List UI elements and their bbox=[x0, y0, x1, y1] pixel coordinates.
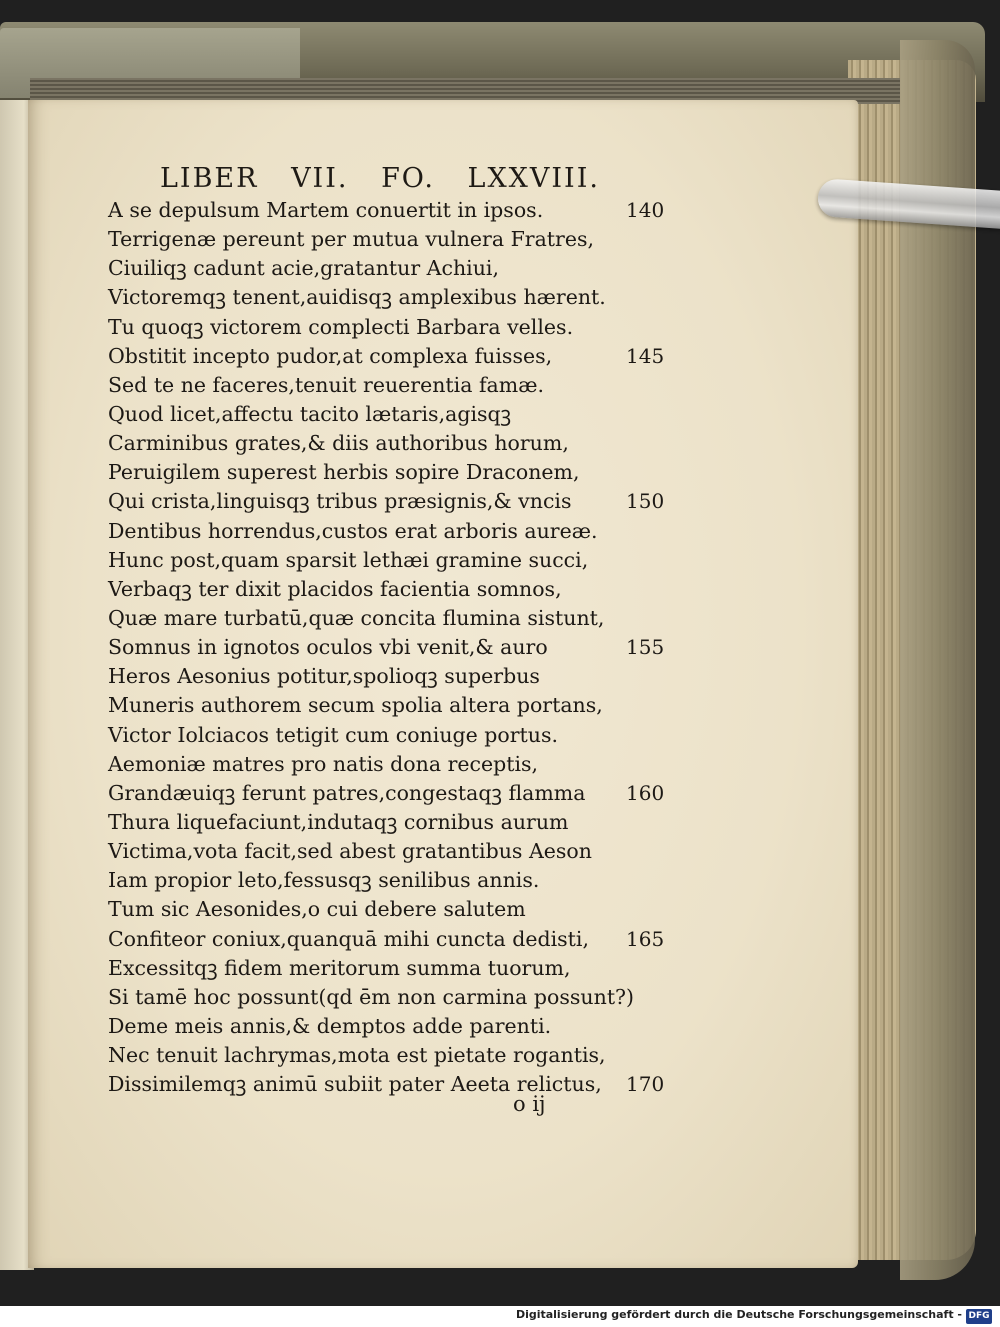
verse-line bbox=[108, 546, 668, 575]
verse-line bbox=[108, 313, 668, 342]
verse-text: Confiteor coniux,quanquā mihi cuncta dedisti, bbox=[108, 926, 589, 951]
line-number: 145 bbox=[626, 343, 665, 368]
verse-line bbox=[108, 283, 668, 312]
verse-text: Quod licet,affectu tacito lætaris,agisqꝫ bbox=[108, 401, 512, 426]
header-liber: LIBER bbox=[160, 163, 259, 194]
verse-text: Dissimilemqꝫ animū subiit pater Aeeta relictus, bbox=[108, 1072, 602, 1097]
verse-text: Victor Iolciacos tetigit cum coniuge portus. bbox=[108, 722, 559, 747]
line-number: 170 bbox=[626, 1072, 665, 1097]
verse-line bbox=[108, 254, 668, 283]
verse-line bbox=[108, 779, 668, 808]
verse-line bbox=[108, 604, 668, 633]
verse-text: Tu quoqꝫ victorem complecti Barbara velles. bbox=[108, 314, 574, 339]
verse-text: Si tamē hoc possunt(qd ēm non carmina possunt?) bbox=[108, 984, 635, 1009]
verse-line bbox=[108, 691, 668, 720]
verse-text: Iam propior leto,fessusqꝫ senilibus annis. bbox=[108, 868, 540, 893]
line-number: 160 bbox=[626, 780, 665, 805]
verse-line bbox=[108, 750, 668, 779]
verse-line bbox=[108, 575, 668, 604]
verse-line bbox=[108, 371, 668, 400]
verse-text: Carminibus grates,& diis authoribus horum, bbox=[108, 431, 569, 456]
verse-line bbox=[108, 1012, 668, 1041]
verse-text: Peruigilem superest herbis sopire Draconem, bbox=[108, 460, 580, 485]
verse-text: Muneris authorem secum spolia altera portans, bbox=[108, 693, 603, 718]
line-number: 155 bbox=[626, 635, 665, 660]
funding-credit: Digitalisierung gefördert durch die Deutsche Forschungsgemeinschaft - bbox=[515, 1308, 962, 1321]
verse-text: Tum sic Aesonides,o cui debere salutem bbox=[108, 897, 526, 922]
header-book-number: VII. bbox=[291, 163, 349, 194]
verse-text: Qui crista,linguisqꝫ tribus præsignis,& vncis bbox=[108, 489, 572, 514]
verse-text: Aemoniæ matres pro natis dona receptis, bbox=[108, 751, 539, 776]
header-folio-number: LXXVIII. bbox=[467, 163, 600, 194]
verse-text: A se depulsum Martem conuertit in ipsos. bbox=[108, 198, 544, 222]
verse-text: Victima,vota facit,sed abest gratantibus Aeson bbox=[108, 839, 592, 864]
verse-text: Heros Aesonius potitur,spolioqꝫ superbus bbox=[108, 664, 540, 689]
verse-line bbox=[108, 808, 668, 837]
verse-text: Grandæuiqꝫ ferunt patres,congestaqꝫ flamma bbox=[108, 780, 586, 805]
verse-line bbox=[108, 517, 668, 546]
verse-text: Obstitit incepto pudor,at complexa fuisses, bbox=[108, 343, 553, 368]
verse-line bbox=[108, 400, 668, 429]
dfg-logo: DFG bbox=[966, 1309, 992, 1324]
verse-text: Hunc post,quam sparsit lethæi gramine succi, bbox=[108, 547, 589, 572]
verse-line bbox=[108, 429, 668, 458]
verse-line bbox=[108, 983, 668, 1012]
verse-line bbox=[108, 196, 668, 225]
verse-line bbox=[108, 458, 668, 487]
verse-line bbox=[108, 662, 668, 691]
running-header bbox=[160, 163, 600, 194]
verse-text: Dentibus horrendus,custos erat arboris aureæ. bbox=[108, 518, 598, 543]
line-number: 165 bbox=[626, 926, 665, 951]
verse-text: Deme meis annis,& demptos adde parenti. bbox=[108, 1013, 552, 1038]
verse-line bbox=[108, 1070, 668, 1099]
verse-line bbox=[108, 837, 668, 866]
line-number: 150 bbox=[626, 489, 665, 514]
verse-line bbox=[108, 925, 668, 954]
verse-line bbox=[108, 633, 668, 662]
verse-line bbox=[108, 895, 668, 924]
header-folio-label: FO. bbox=[381, 163, 435, 194]
verse-line bbox=[108, 342, 668, 371]
verse-line bbox=[108, 721, 668, 750]
verse-line bbox=[108, 1041, 668, 1070]
verse-text: Terrigenæ pereunt per mutua vulnera Fratres, bbox=[108, 227, 595, 252]
verse-text: Excessitqꝫ fidem meritorum summa tuorum, bbox=[108, 955, 571, 980]
verse-line bbox=[108, 866, 668, 895]
verse-text: Nec tenuit lachrymas,mota est pietate rogantis, bbox=[108, 1043, 606, 1068]
line-number: 140 bbox=[626, 198, 665, 222]
verse-block bbox=[108, 196, 668, 1099]
verse-line bbox=[108, 225, 668, 254]
verse-line bbox=[108, 954, 668, 983]
verse-text: Ciuiliqꝫ cadunt acie,gratantur Achiui, bbox=[108, 256, 500, 281]
verse-text: Victoremqꝫ tenent,auidisqꝫ amplexibus hærent. bbox=[108, 285, 606, 310]
verse-text: Thura liquefaciunt,indutaqꝫ cornibus aurum bbox=[108, 809, 569, 834]
verse-text: Verbaqꝫ ter dixit placidos facientia somnos, bbox=[108, 576, 562, 601]
verse-line bbox=[108, 487, 668, 516]
signature-mark: o ij bbox=[513, 1092, 546, 1116]
verse-text: Sed te ne faceres,tenuit reuerentia famæ. bbox=[108, 372, 544, 397]
verse-text: Quæ mare turbatū,quæ concita flumina sistunt, bbox=[108, 605, 605, 630]
verse-text: Somnus in ignotos oculos vbi venit,& auro bbox=[108, 635, 548, 660]
